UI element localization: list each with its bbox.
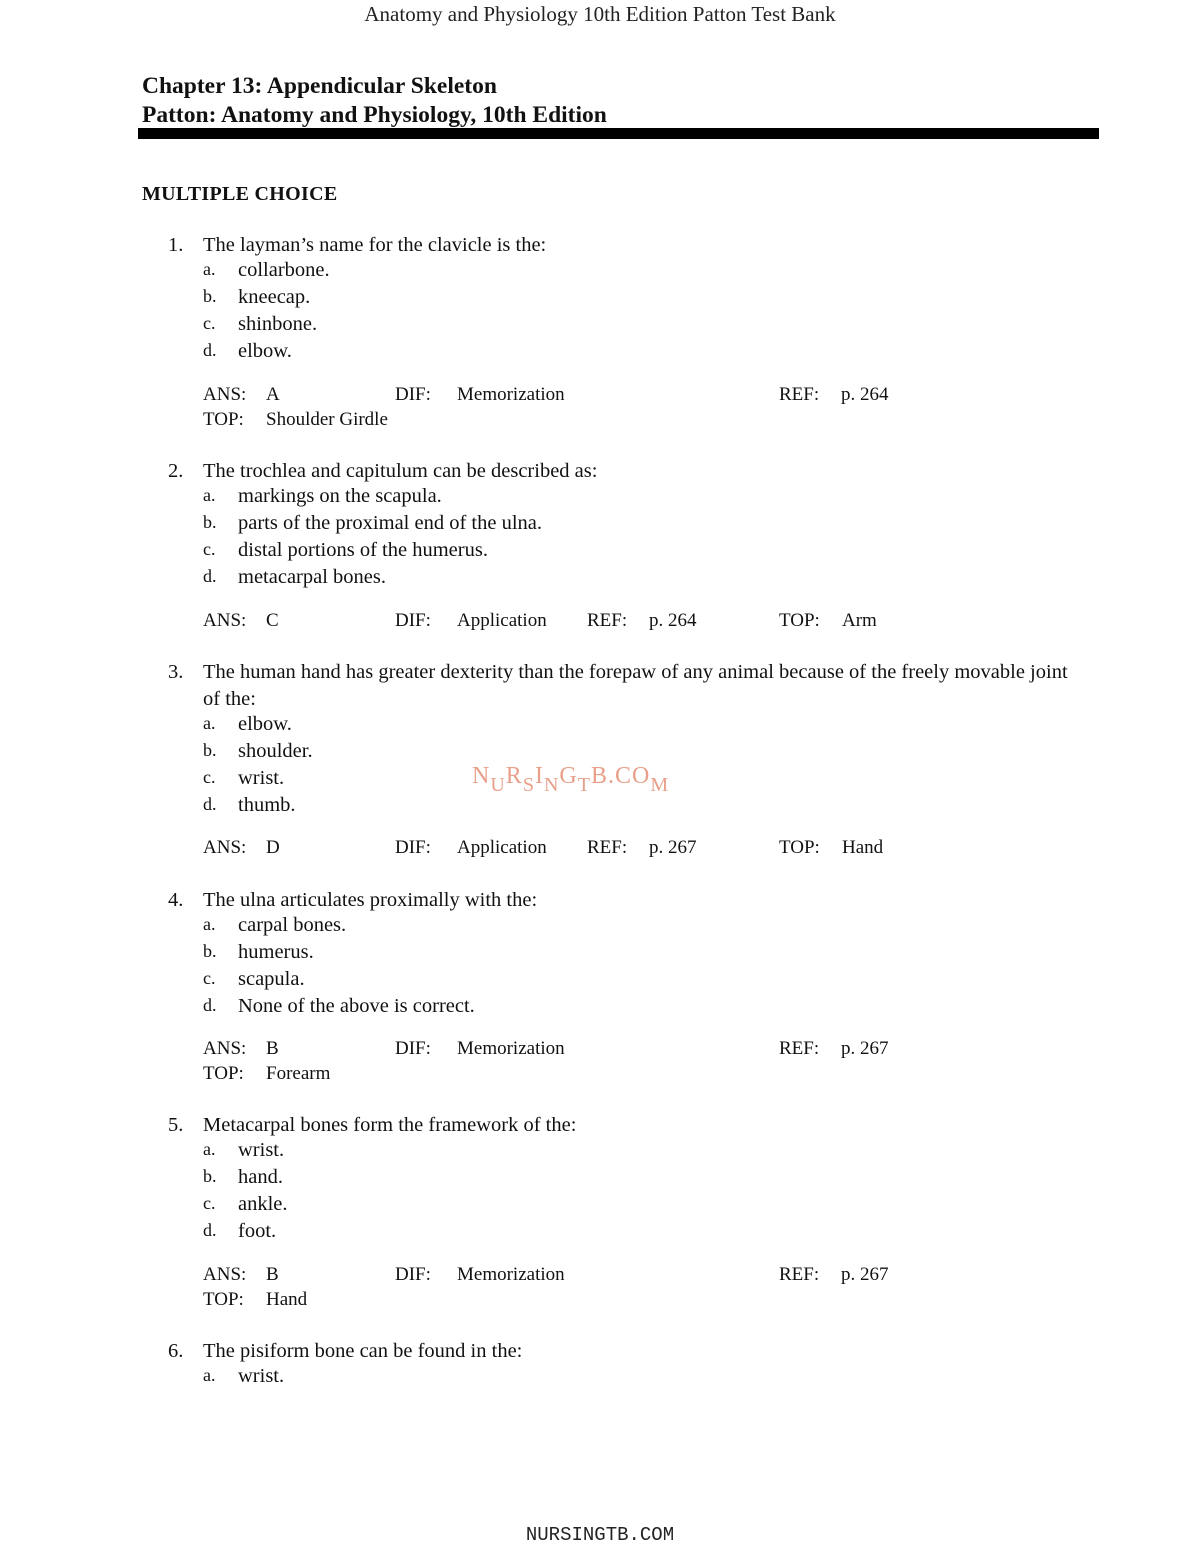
watermark-char: R (505, 763, 523, 789)
title-block (142, 72, 607, 130)
choice-text: None of the above is correct. (238, 995, 475, 1017)
choice-letter: b. (203, 740, 217, 760)
ans-label: ANS: (203, 837, 247, 858)
dif-label: DIF: (395, 610, 431, 631)
choice-text: ankle. (238, 1193, 288, 1215)
top-value: Forearm (266, 1063, 331, 1084)
choice-text: thumb. (238, 794, 296, 816)
choice-letter: b. (203, 941, 217, 961)
ans-label: ANS: (203, 1038, 247, 1059)
top-label: TOP: (203, 409, 244, 430)
choice-text: elbow. (238, 340, 292, 362)
watermark-char: B (590, 763, 608, 789)
choice-text: wrist. (238, 1139, 285, 1161)
choice-letter: c. (203, 767, 216, 787)
choice-letter: a. (203, 1365, 216, 1385)
chapter-title: Chapter 13: Appendicular Skeleton (142, 73, 497, 99)
choice-text: wrist. (238, 1365, 285, 1387)
watermark-char: O (631, 763, 651, 789)
choice-letter: c. (203, 539, 216, 559)
ref-label: REF: (779, 384, 820, 405)
choice-letter: c. (203, 313, 216, 333)
dif-label: DIF: (395, 384, 431, 405)
watermark-char: G (559, 763, 578, 789)
watermark-char: N (472, 763, 491, 789)
section-heading: MULTIPLE CHOICE (142, 183, 338, 205)
choice-text: wrist. (238, 767, 285, 789)
choice-letter: b. (203, 1166, 217, 1186)
ans-value: D (266, 837, 280, 858)
question-number: 6. (168, 1340, 184, 1362)
watermark-letters (472, 763, 670, 796)
dif-label: DIF: (395, 837, 431, 858)
question-number: 1. (168, 234, 184, 256)
choice-text: parts of the proximal end of the ulna. (238, 512, 542, 534)
question-stem: The trochlea and capitulum can be described as: (203, 460, 598, 482)
choice-letter: a. (203, 713, 216, 733)
watermark (472, 763, 670, 796)
watermark-char: . (607, 763, 615, 789)
watermark-char: M (650, 774, 670, 796)
top-label: TOP: (779, 610, 820, 631)
choice-text: collarbone. (238, 259, 330, 281)
choice-letter: a. (203, 485, 216, 505)
dif-value: Memorization (457, 1264, 565, 1285)
book-title: Patton: Anatomy and Physiology, 10th Edition (142, 102, 607, 128)
choice-text: humerus. (238, 941, 314, 963)
watermark-char: U (490, 774, 506, 796)
choice-text: metacarpal bones. (238, 566, 386, 588)
ref-label: REF: (779, 1264, 820, 1285)
ref-value: p. 267 (841, 1038, 889, 1059)
question-stem: The ulna articulates proximally with the: (203, 889, 538, 911)
question-stem: The layman’s name for the clavicle is the: (203, 234, 547, 256)
watermark-char: T (577, 774, 591, 796)
choice-text: markings on the scapula. (238, 485, 442, 507)
question-stem: The human hand has greater dexterity than the forepaw of any animal because of the freely movable joint of the: (203, 661, 1068, 710)
question-stem: The pisiform bone can be found in the: (203, 1340, 523, 1362)
dif-value: Application (457, 610, 547, 631)
dif-label: DIF: (395, 1264, 431, 1285)
top-value: Hand (266, 1289, 308, 1310)
dif-value: Memorization (457, 1038, 565, 1059)
ref-value: p. 267 (841, 1264, 889, 1285)
dif-value: Application (457, 837, 547, 858)
ref-value: p. 267 (649, 837, 697, 858)
ans-value: A (266, 384, 280, 405)
footer: NURSINGTB.COM (525, 1524, 675, 1546)
question-number: 3. (168, 661, 184, 683)
running-header: Anatomy and Physiology 10th Edition Patton Test Bank (364, 2, 836, 26)
ans-value: B (266, 1264, 279, 1285)
question-stem: Metacarpal bones form the framework of the: (203, 1114, 577, 1136)
ref-label: REF: (779, 1038, 820, 1059)
choice-text: kneecap. (238, 286, 311, 308)
watermark-char: I (534, 763, 544, 789)
choice-text: foot. (238, 1220, 277, 1242)
choice-letter: c. (203, 968, 216, 988)
choice-letter: d. (203, 995, 217, 1015)
watermark-char: C (614, 763, 632, 789)
choice-letter: b. (203, 512, 217, 532)
choice-letter: d. (203, 1220, 217, 1240)
dif-value: Memorization (457, 384, 565, 405)
dif-label: DIF: (395, 1038, 431, 1059)
question-number: 2. (168, 460, 184, 482)
choice-text: scapula. (238, 968, 305, 990)
choice-letter: a. (203, 259, 216, 279)
choice-letter: a. (203, 1139, 216, 1159)
choice-text: carpal bones. (238, 914, 347, 936)
title-rule (138, 128, 1099, 139)
ref-label: REF: (587, 837, 628, 858)
ref-label: REF: (587, 610, 628, 631)
question-number: 5. (168, 1114, 184, 1136)
top-value: Arm (842, 610, 877, 631)
ans-value: B (266, 1038, 279, 1059)
watermark-char: N (543, 774, 560, 796)
top-label: TOP: (203, 1063, 244, 1084)
choice-letter: c. (203, 1193, 216, 1213)
top-value: Hand (842, 837, 884, 858)
choice-text: hand. (238, 1166, 283, 1188)
ref-value: p. 264 (841, 384, 889, 405)
ans-value: C (266, 610, 279, 631)
choice-letter: b. (203, 286, 217, 306)
question-number: 4. (168, 889, 184, 911)
top-value: Shoulder Girdle (266, 409, 388, 430)
choice-text: shinbone. (238, 313, 318, 335)
choice-letter: d. (203, 340, 217, 360)
top-label: TOP: (203, 1289, 244, 1310)
choice-text: distal portions of the humerus. (238, 539, 488, 561)
ans-label: ANS: (203, 1264, 247, 1285)
ans-label: ANS: (203, 610, 247, 631)
choice-text: elbow. (238, 713, 292, 735)
watermark-char: S (522, 774, 535, 796)
choice-letter: d. (203, 794, 217, 814)
ans-label: ANS: (203, 384, 247, 405)
choice-letter: d. (203, 566, 217, 586)
choice-text: shoulder. (238, 740, 313, 762)
choice-letter: a. (203, 914, 216, 934)
top-label: TOP: (779, 837, 820, 858)
ref-value: p. 264 (649, 610, 697, 631)
